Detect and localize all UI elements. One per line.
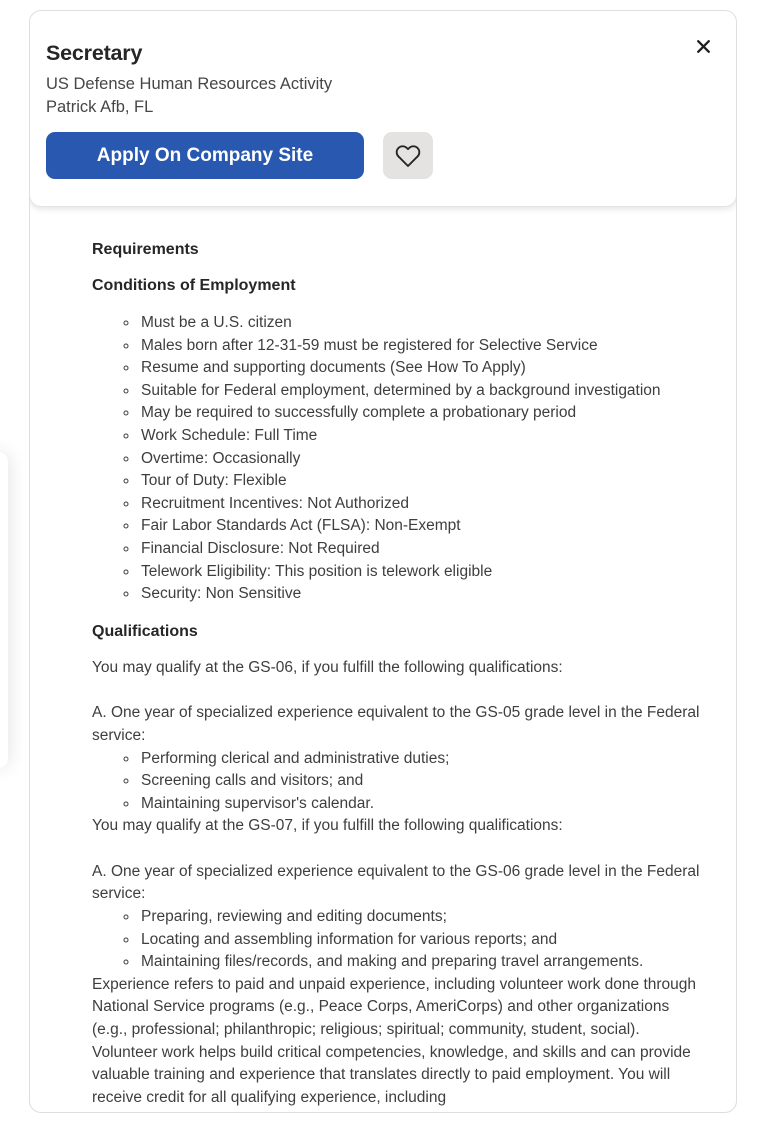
list-item: ◦ Locating and assembling information for various reports; and xyxy=(139,929,702,952)
qualifications-heading: Qualifications xyxy=(92,622,198,640)
job-description[interactable] xyxy=(30,207,736,1112)
gs07-intro: You may qualify at the GS-07, if you fulfill the following qualifications: xyxy=(92,817,563,835)
list-item: ◦ May be required to successfully complete a probationary period xyxy=(139,402,702,425)
list-item: ◦ Males born after 12-31-59 must be registered for Selective Service xyxy=(139,335,702,358)
list-item: ◦ Work Schedule: Full Time xyxy=(139,425,702,448)
gs06-intro: You may qualify at the GS-06, if you fulfill the following qualifications: xyxy=(92,658,563,676)
list-item: ◦ Screening calls and visitors; and xyxy=(139,770,702,793)
list-item: ◦ Overtime: Occasionally xyxy=(139,448,702,471)
action-buttons xyxy=(46,132,720,179)
gs07-bullet-list xyxy=(92,906,702,974)
background-card-edge xyxy=(0,452,8,768)
job-location: Patrick Afb, FL xyxy=(46,98,154,116)
list-item: ◦ Suitable for Federal employment, determined by a background investigation xyxy=(139,380,702,403)
company-name: US Defense Human Resources Activity xyxy=(46,75,333,93)
experience-note: Experience refers to paid and unpaid experience, including volunteer work done through National Service programs (e.g., Peace Corps, AmeriCorps) and other organizations (e.g., professional; philanthropic; religious; spiritual; community, student, social). Volunteer work helps build critical competencies, knowledge, and skills and can provide valuable training and experience that translates directly to paid employment. You will receive credit for all qualifying experience, including xyxy=(92,975,697,1106)
heart-icon xyxy=(395,143,421,169)
requirements-heading: Requirements xyxy=(92,241,199,258)
close-icon xyxy=(696,39,711,54)
close-button[interactable] xyxy=(689,32,717,60)
list-item: ◦ Telework Eligibility: This position is telework eligible xyxy=(139,561,702,584)
list-item: ◦ Maintaining supervisor's calendar. xyxy=(139,793,702,816)
list-item: ◦ Fair Labor Standards Act (FLSA): Non-Exempt xyxy=(139,515,702,538)
list-item: ◦ Tour of Duty: Flexible xyxy=(139,470,702,493)
list-item: ◦ Recruitment Incentives: Not Authorized xyxy=(139,493,702,516)
list-item: ◦ Financial Disclosure: Not Required xyxy=(139,538,702,561)
job-header xyxy=(29,10,737,207)
list-item: ◦ Security: Non Sensitive xyxy=(139,583,702,606)
list-item: ◦ Resume and supporting documents (See How To Apply) xyxy=(139,357,702,380)
conditions-heading: Conditions of Employment xyxy=(92,277,296,294)
save-job-button[interactable] xyxy=(383,132,433,179)
conditions-list xyxy=(92,312,702,606)
job-title: Secretary xyxy=(46,41,143,65)
list-item: ◦ Maintaining files/records, and making and preparing travel arrangements. xyxy=(139,951,702,974)
job-detail-card xyxy=(29,10,737,1113)
list-item: ◦ Preparing, reviewing and editing documents; xyxy=(139,906,702,929)
gs07-requirement: A. One year of specialized experience equivalent to the GS-06 grade level in the Federal service: xyxy=(92,862,700,903)
list-item: ◦ Performing clerical and administrative duties; xyxy=(139,748,702,771)
list-item: ◦ Must be a U.S. citizen xyxy=(139,312,702,335)
apply-button[interactable]: Apply On Company Site xyxy=(46,132,364,179)
gs06-requirement: A. One year of specialized experience equivalent to the GS-05 grade level in the Federal service: xyxy=(92,704,700,744)
gs06-bullet-list xyxy=(92,748,702,816)
